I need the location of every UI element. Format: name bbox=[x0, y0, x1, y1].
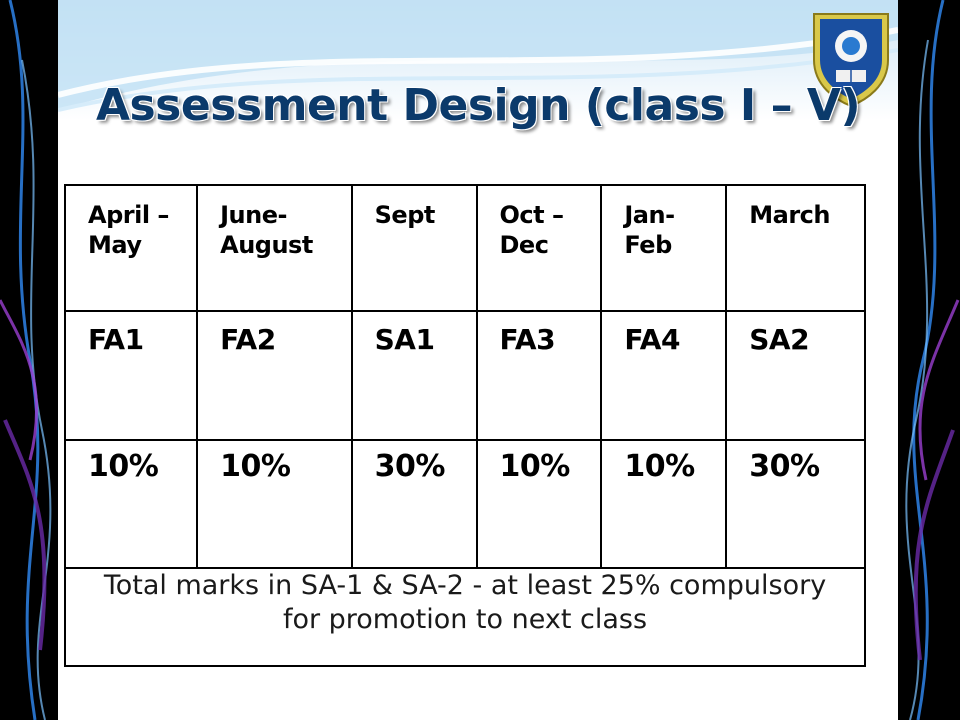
table-cell bbox=[197, 185, 352, 311]
period-label: Sept bbox=[374, 201, 435, 229]
slide bbox=[58, 0, 898, 720]
weight-value: 30% bbox=[749, 449, 820, 484]
table-cell bbox=[726, 311, 865, 440]
table-cell bbox=[726, 440, 865, 568]
table-cell bbox=[65, 311, 197, 440]
table-row-assessments bbox=[65, 311, 865, 440]
table-cell bbox=[65, 568, 865, 666]
table-cell bbox=[601, 185, 726, 311]
right-swirl-decoration bbox=[898, 0, 960, 720]
table-cell bbox=[601, 440, 726, 568]
table-cell bbox=[352, 185, 477, 311]
weight-value: 10% bbox=[624, 449, 695, 484]
table-cell bbox=[601, 311, 726, 440]
period-label: April – May bbox=[88, 201, 169, 259]
table-row-weights bbox=[65, 440, 865, 568]
assessment-label: SA1 bbox=[374, 323, 435, 356]
table-cell bbox=[352, 440, 477, 568]
assessment-table bbox=[64, 184, 866, 667]
assessment-label: FA4 bbox=[624, 323, 680, 356]
table-cell bbox=[477, 440, 602, 568]
left-decorative-border bbox=[0, 0, 60, 720]
table-row-periods bbox=[65, 185, 865, 311]
table-cell bbox=[726, 185, 865, 311]
table-cell bbox=[197, 311, 352, 440]
page-title: Assessment Design (class I – V) bbox=[95, 80, 861, 131]
period-label: Oct – Dec bbox=[499, 201, 564, 259]
period-label: Jan- Feb bbox=[624, 201, 675, 259]
weight-value: 10% bbox=[88, 449, 159, 484]
period-label: June- August bbox=[220, 201, 313, 259]
table-cell bbox=[352, 311, 477, 440]
weight-value: 30% bbox=[374, 449, 445, 484]
table-cell bbox=[477, 185, 602, 311]
period-label: March bbox=[749, 201, 830, 229]
weight-value: 10% bbox=[499, 449, 570, 484]
table-cell bbox=[65, 440, 197, 568]
table-cell bbox=[197, 440, 352, 568]
assessment-label: FA2 bbox=[220, 323, 276, 356]
assessment-label: FA1 bbox=[88, 323, 144, 356]
weight-value: 10% bbox=[220, 449, 291, 484]
assessment-label: SA2 bbox=[749, 323, 810, 356]
right-decorative-border bbox=[898, 0, 960, 720]
table-cell bbox=[65, 185, 197, 311]
left-swirl-decoration bbox=[0, 0, 60, 720]
table-cell bbox=[477, 311, 602, 440]
assessment-label: FA3 bbox=[499, 323, 556, 356]
promotion-note: Total marks in SA-1 & SA-2 - at least 25% compulsory for promotion to next class bbox=[103, 570, 827, 635]
table-row-note bbox=[65, 568, 865, 666]
